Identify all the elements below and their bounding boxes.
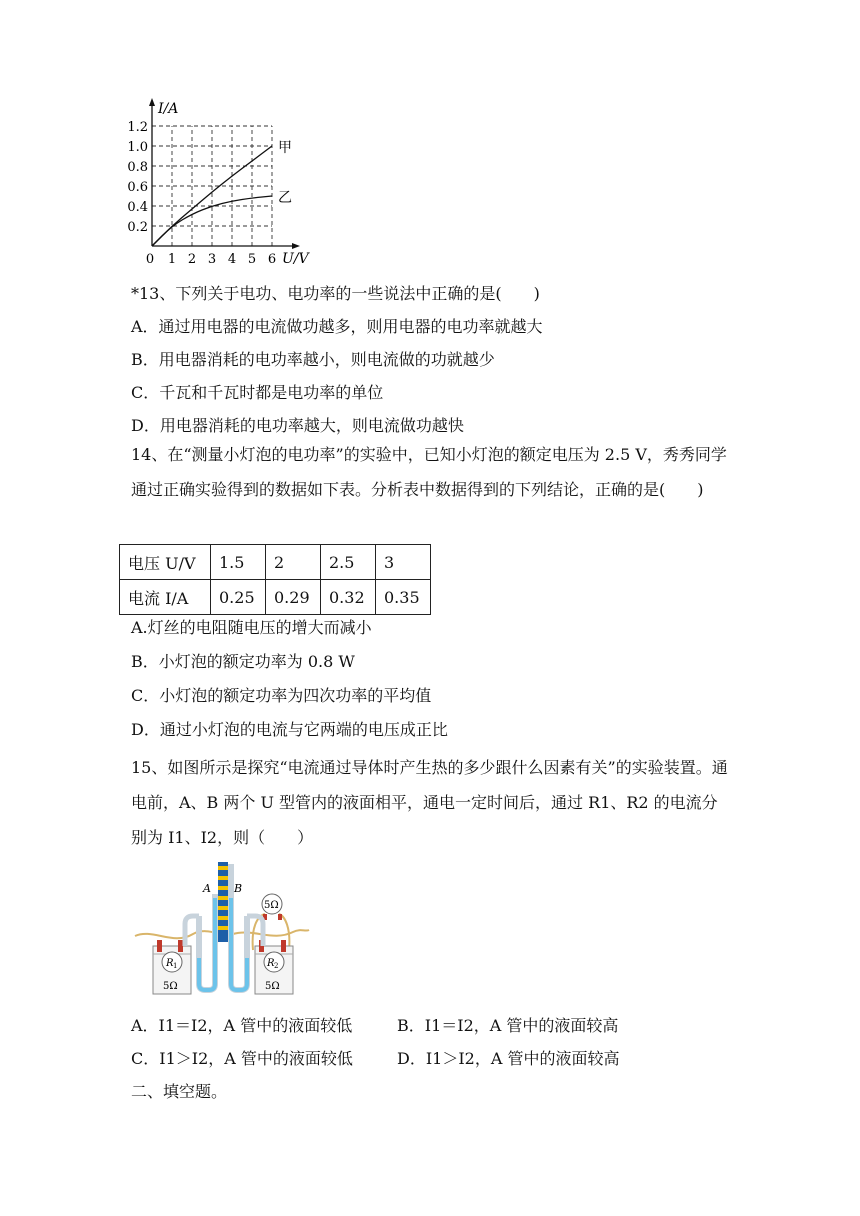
- table-cell: 3: [376, 545, 431, 580]
- r1-label: R: [166, 958, 174, 969]
- q15-option-d: D．I1＞I2，A 管中的液面较高: [397, 1049, 620, 1068]
- q13-option-d: D．用电器消耗的电功率越大，则电流做功越快: [131, 416, 464, 435]
- table-cell: 0.35: [376, 580, 431, 615]
- y-tick-label: 0.8: [127, 160, 148, 175]
- y-tick-label: 0.6: [127, 180, 148, 195]
- r1-subscript: 1: [173, 962, 178, 970]
- tube-b-label: B: [234, 882, 243, 895]
- table-cell: 电压 U/V: [120, 545, 211, 580]
- q13-option-b: B．用电器消耗的电功率越小，则电流做的功就越少: [131, 350, 495, 369]
- q14-option-c: C．小灯泡的额定功率为四次功率的平均值: [131, 686, 432, 705]
- series-label-jia: 甲: [278, 140, 292, 156]
- q15-option-a: A．I1＝I2，A 管中的液面较低: [131, 1016, 353, 1035]
- table-cell: 2: [266, 545, 321, 580]
- u-tube-a: [199, 894, 215, 990]
- y-tick-labels: [127, 120, 148, 235]
- table-cell: 0.29: [266, 580, 321, 615]
- q14-option-d: D．通过小灯泡的电流与它两端的电压成正比: [131, 720, 448, 739]
- x-tick-label: 4: [227, 252, 237, 267]
- q15-apparatus-figure: [133, 858, 313, 998]
- table-cell: 0.32: [321, 580, 376, 615]
- x-tick-label: 3: [207, 252, 217, 267]
- q14-option-b: B．小灯泡的额定功率为 0.8 W: [131, 652, 355, 671]
- x-axis-arrow: [292, 243, 300, 249]
- q14-option-a: A.灯丝的电阻随电压的增大而减小: [131, 618, 372, 637]
- box-right-label: 5Ω: [265, 981, 280, 992]
- q13-stem: *13、下列关于电功、电功率的一些说法中正确的是( ): [131, 284, 540, 303]
- q14-stem: 14、在“测量小灯泡的电功率”的实验中，已知小灯泡的额定电压为 2.5 V，秀秀同学通过正确实验得到的数据如下表。分析表中数据得到的下列结论，正确的是( ): [131, 445, 727, 499]
- q14-data-table: [119, 544, 431, 615]
- y-tick-label: 1.0: [127, 140, 148, 155]
- table-cell: 2.5: [321, 545, 376, 580]
- q15-option-c: C．I1＞I2，A 管中的液面较低: [131, 1049, 353, 1068]
- x-tick-label: 6: [267, 252, 277, 267]
- x-tick-label: 1: [167, 252, 177, 267]
- q15-stem: 15、如图所示是探究“电流通过导体时产生热的多少跟什么因素有关”的实验装置。通电前，A、B 两个 U 型管内的液面相平，通电一定时间后，通过 R1、R2 的电流分别为 I1、I2，则（ ）: [131, 758, 728, 847]
- x-tick-label: 2: [187, 252, 197, 267]
- box-left-label: 5Ω: [163, 981, 178, 992]
- x-tick-label: 0: [145, 252, 155, 267]
- series-label-yi: 乙: [278, 190, 292, 206]
- r2-label: R: [267, 958, 275, 969]
- table-cell: 电流 I/A: [120, 580, 211, 615]
- y-tick-label: 0.4: [127, 200, 148, 215]
- section-heading: 二、填空题。: [131, 1082, 228, 1101]
- x-tick-label: 5: [247, 252, 257, 267]
- y-axis-arrow: [149, 98, 155, 106]
- y-axis-label: I/A: [158, 101, 179, 117]
- q13-option-c: C．千瓦和千瓦时都是电功率的单位: [131, 383, 384, 402]
- table-row: [120, 545, 431, 580]
- table-cell: 1.5: [211, 545, 266, 580]
- table-row: [120, 580, 431, 615]
- y-tick-label: 0.2: [127, 220, 148, 235]
- y-tick-label: 1.2: [127, 120, 148, 135]
- r2-subscript: 2: [274, 962, 279, 970]
- tube-a-label: A: [203, 882, 211, 895]
- table-cell: 0.25: [211, 580, 266, 615]
- x-tick-labels: [146, 252, 276, 267]
- x-axis-label: U/V: [282, 251, 309, 267]
- q13-option-a: A．通过用电器的电流做功越多，则用电器的电功率就越大: [131, 317, 543, 336]
- resistor-top-label: 5Ω: [264, 900, 279, 911]
- q15-option-b: B．I1＝I2，A 管中的液面较高: [397, 1016, 619, 1035]
- iu-graph: [120, 96, 320, 271]
